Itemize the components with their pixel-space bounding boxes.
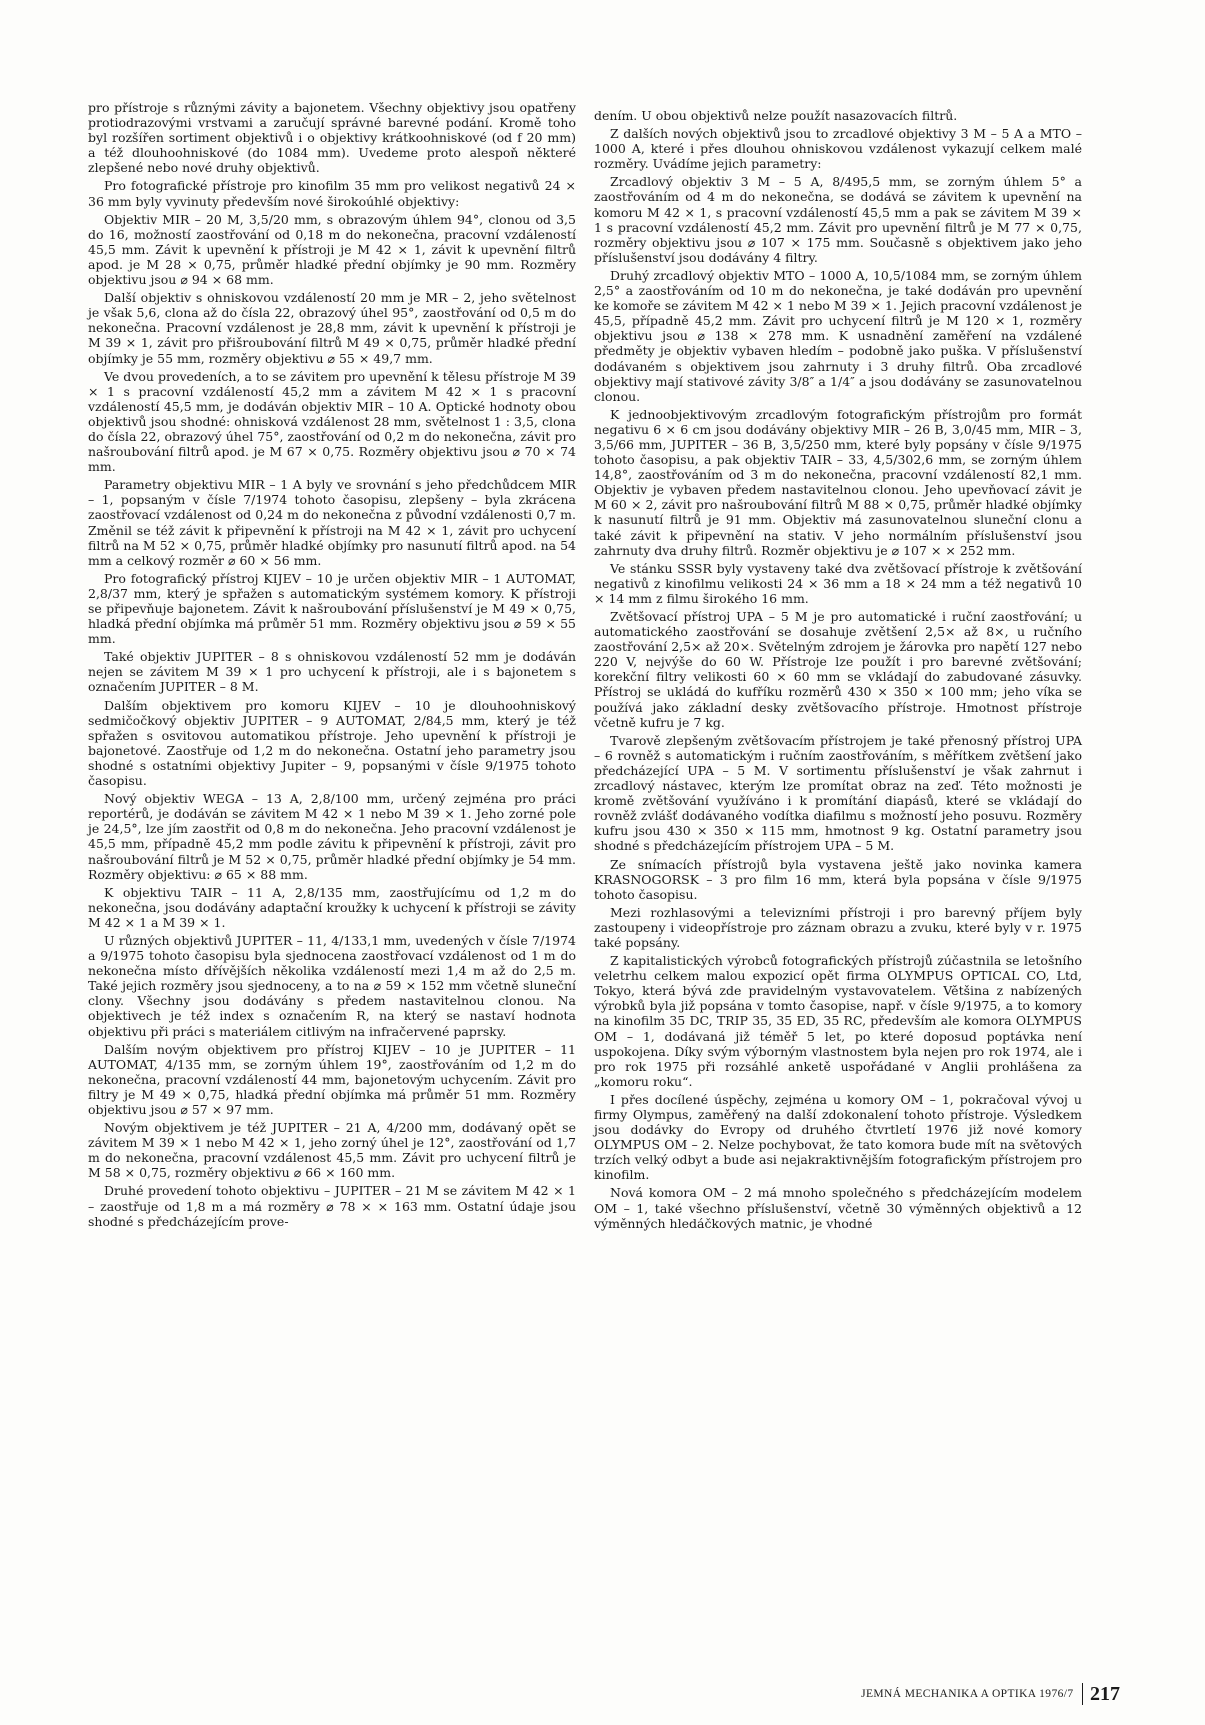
- paragraph: Druhé provedení tohoto objektivu – JUPITER – 21 M se závitem M 42 × 1 – zaostřuje od 1,8 m a má rozměry ⌀ 78 × × 163 mm. Ostatní údaje jsou shodné s předcházejícím prove-: [88, 1183, 576, 1229]
- paragraph: Zrcadlový objektiv 3 M – 5 A, 8/495,5 mm, se zorným úhlem 5° a zaostřováním od 4 m do nekonečna, se dodává se závitem k upevnění na komoru M 42 × 1, s pracovní vzdáleností 45,5 mm a pak se závitem M 39 × 1 s pracovní vzdáleností 45,2 mm. Závit pro upevnění filtrů je M 77 × 0,75, rozměry objektivu jsou ⌀ 107 × 175 mm. Současně s objektivem jako jeho příslušenství jsou dodávány 4 filtry.: [594, 174, 1082, 265]
- page-number: 217: [1090, 1682, 1120, 1705]
- paragraph: Ze snímacích přístrojů byla vystavena ještě jako novinka kamera KRASNOGORSK – 3 pro film 16 mm, která byla popsána v čísle 9/1975 tohoto časopisu.: [594, 856, 1082, 902]
- paragraph: pro přístroje s různými závity a bajonetem. Všechny objektivy jsou opatřeny protiodrazovými vrstvami a zaručují správné barevné podání. Kromě toho byl rozšířen sortiment objektivů i o objektivy krátkoohniskové (od f 20 mm) a též dlouhoohniskové (do 1084 mm). Uvedeme proto alespoň některé zlepšené nebo nové druhy objektivů.: [88, 100, 576, 176]
- right-column: [594, 108, 1082, 1234]
- paragraph: Nová komora OM – 2 má mnoho společného s předcházejícím modelem OM – 1, také všechno příslušenství, včetně 30 výměnných objektivů a 12 výměnných hledáčkových matnic, je vhodné: [594, 1185, 1082, 1231]
- paragraph: K objektivu TAIR – 11 A, 2,8/135 mm, zaostřujícímu od 1,2 m do nekonečna, jsou dodávány adaptační kroužky k uchycení k přístroji se závity M 42 × 1 a M 39 × 1.: [88, 884, 576, 930]
- paragraph: Mezi rozhlasovými a televizními přístroji i pro barevný příjem byly zastoupeny i videopřístroje pro záznam obrazu a zvuku, které byly v r. 1975 také popsány.: [594, 904, 1082, 950]
- paragraph: Také objektiv JUPITER – 8 s ohniskovou vzdáleností 52 mm je dodáván nejen se závitem M 39 × 1 pro uchycení k přístroji, ale i s bajonetem s označením JUPITER – 8 M.: [88, 649, 576, 695]
- paragraph: Parametry objektivu MIR – 1 A byly ve srovnání s jeho předchůdcem MIR – 1, popsaným v čísle 7/1974 tohoto časopisu, zlepšeny – byla zkrácena zaostřovací vzdálenost od 0,24 m do nekonečna z původní vzdálenosti 0,7 m. Změnil se též závit k připevnění k přístroji na M 42 × 1, závit pro uchycení filtrů na M 52 × 0,75, průměr hladké objímky pro nasunutí filtrů apod. na 54 mm a celkový rozměr ⌀ 60 × 56 mm.: [88, 477, 576, 568]
- left-column: [88, 100, 576, 1232]
- paragraph: Pro fotografický přístroj KIJEV – 10 je určen objektiv MIR – 1 AUTOMAT, 2,8/37 mm, který je spřažen s automatickým systémem komory. K přístroji se připevňuje bajonetem. Závit k našroubování příslušenství je M 49 × 0,75, hladká přední objímka má průměr 51 mm. Rozměry objektivu jsou ⌀ 59 × 55 mm.: [88, 570, 576, 647]
- paragraph: Novým objektivem je též JUPITER – 21 A, 4/200 mm, dodávaný opět se závitem M 39 × 1 nebo M 42 × 1, jeho zorný úhel je 12°, zaostřování od 1,7 m do nekonečna, pracovní vzdálenost 45,5 mm. Závit pro uchycení filtrů je M 58 × 0,75, rozměry objektivu ⌀ 66 × 160 mm.: [88, 1120, 576, 1181]
- paragraph: Druhý zrcadlový objektiv MTO – 1000 A, 10,5/1084 mm, se zorným úhlem 2,5° a zaostřováním od 10 m do nekonečna, je také dodáván pro upevnění ke komoře se závitem M 42 × 1 nebo M 39 × 1. Jejich pracovní vzdálenost je 45,5, případně 45,2 mm. Závit pro uchycení filtrů je M 120 × 1, rozměry objektivu jsou ⌀ 138 × 278 mm. K usnadnění zaměření na vzdálené předměty je objektiv vybaven hledím – podobně jako puška. V příslušenství dodávaném s objektivem jsou zahrnuty i 3 druhy filtrů. Oba zrcadlové objektivy mají stativové závity 3/8″ a 1/4″ a jsou dodávány se zasunovatelnou clonou.: [594, 267, 1082, 404]
- paragraph: Další objektiv s ohniskovou vzdáleností 20 mm je MR – 2, jeho světelnost je však 5,6, clona až do čísla 22, obrazový úhel 95°, zaostřování od 0,5 m do nekonečna. Pracovní vzdálenost je 28,8 mm, závit k upevnění k přístroji je M 39 × 1, závit pro přišroubování filtrů M 49 × 0,75, průměr hladké přední objímky je 55 mm, rozměry objektivu ⌀ 55 × 49,7 mm.: [88, 290, 576, 366]
- paragraph: dením. U obou objektivů nelze použít nasazovacích filtrů.: [594, 108, 958, 123]
- paragraph: Objektiv MIR – 20 M, 3,5/20 mm, s obrazovým úhlem 94°, clonou od 3,5 do 16, možností zaostřování od 0,18 m do nekonečna, pracovní vzdáleností 45,5 mm. Závit k upevnění k přístroji je M 42 × 1, závit k upevnění filtrů apod. je M 28 × 0,75, průměr hladké přední objímky je 90 mm. Rozměry objektivu jsou ⌀ 94 × 68 mm.: [88, 211, 576, 288]
- paragraph: U různých objektivů JUPITER – 11, 4/133,1 mm, uvedených v čísle 7/1974 a 9/1975 tohoto časopisu byla sjednocena zaostřovací vzdálenost od 1 m do nekonečna místo dřívějších několika vzdáleností mezi 1,4 m až do 2,5 m. Také jejich rozměry jsou sjednoceny, a to na ⌀ 59 × 152 mm včetně sluneční clony. Všechny jsou dodávány s předem nastavitelnou clonou. Na objektivech je též index s označením R, na který se nastaví hodnota objektivu při práci s materiálem citlivým na infračervené paprsky.: [88, 932, 576, 1039]
- journal-title: JEMNÁ MECHANIKA A OPTIKA 1976/7: [861, 1688, 1074, 1700]
- paragraph: Z dalších nových objektivů jsou to zrcadlové objektivy 3 M – 5 A a MTO – 1000 A, které i přes dlouhou ohniskovou vzdálenost vykazují celkem malé rozměry. Uvádíme jejich parametry:: [594, 126, 1082, 172]
- paragraph: Z kapitalistických výrobců fotografických přístrojů zúčastnila se letošního veletrhu celkem malou expozicí opět firma OLYMPUS OPTICAL CO, Ltd, Tokyo, která bývá zde pravidelným vystavovatelem. Většina z nabízených výrobků byla již popsána v tomto časopise, např. v čísle 9/1975, a to komory na kinofilm 35 DC, TRIP 35, 35 ED, 35 RC, především ale komora OLYMPUS OM – 1, dodávaná již téměř 5 let, po které doposud poptávka není uspokojena. Díky svým výborným vlastnostem byla nejen pro rok 1974, ale i pro rok 1975 při rozsáhlé anketě uspořádané v Anglii prohlášena za „komoru roku“.: [594, 953, 1082, 1089]
- paragraph: Ve dvou provedeních, a to se závitem pro upevnění k tělesu přístroje M 39 × 1 s pracovní vzdáleností 45,2 mm a závitem M 42 × 1 s pracovní vzdáleností 45,5 mm, je dodáván objektiv MIR – 10 A. Optické hodnoty obou objektivů jsou shodné: ohnisková vzdálenost 28 mm, světelnost 1 : 3,5, clona do čísla 22, obrazový úhel 75°, zaostřování od 0,2 m do nekonečna, závit pro našroubování filtrů apod. je M 67 × 0,75. Rozměry objektivu jsou ⌀ 70 × 74 mm.: [88, 368, 576, 475]
- paragraph: Nový objektiv WEGA – 13 A, 2,8/100 mm, určený zejména pro práci reportérů, je dodáván se závitem M 42 × 1 nebo M 39 × 1. Jeho zorné pole je 24,5°, lze jím zaostřit od 0,8 m do nekonečna. Jeho pracovní vzdálenost je 45,5 mm, případně 45,2 mm podle závitu k připevnění k přístroji, závit pro našroubování filtrů je M 52 × 0,75, průměr hladké přední objímky je 54 mm. Rozměry objektivu: ⌀ 65 × 88 mm.: [88, 791, 576, 882]
- paragraph: Ve stánku SSSR byly vystaveny také dva zvětšovací přístroje k zvětšování negativů z kinofilmu velikosti 24 × 36 mm a 18 × 24 mm a též negativů 10 × 14 mm z filmu širokého 16 mm.: [594, 560, 1082, 606]
- paragraph: K jednoobjektivovým zrcadlovým fotografickým přístrojům pro formát negativu 6 × 6 cm jsou dodávány objektivy MIR – 26 B, 3,0/45 mm, MIR – 3, 3,5/66 mm, JUPITER – 36 B, 3,5/250 mm, které byly popsány v čísle 9/1975 tohoto časopisu, a pak objektiv TAIR – 33, 4,5/302,6 mm, se zorným úhlem 14,8°, zaostřováním od 3 m do nekonečna, pracovní vzdáleností 82,1 mm. Objektiv je vybaven předem nastavitelnou clonou. Jeho upevňovací závit je M 60 × 2, závit pro našroubování filtrů M 88 × 0,75, průměr hladké objímky k nasunutí filtrů je 91 mm. Objektiv má zasunovatelnou sluneční clonu a také závit k připevnění na stativ. V jeho normálním příslušenství jsou zahrnuty dva druhy filtrů. Rozměr objektivu je ⌀ 107 × × 252 mm.: [594, 406, 1082, 558]
- paragraph: Pro fotografické přístroje pro kinofilm 35 mm pro velikost negativů 24 × 36 mm byly vyvinuty především nové širokoúhlé objektivy:: [88, 178, 576, 209]
- page-footer: [760, 1682, 1120, 1706]
- footer-divider: [1082, 1683, 1084, 1705]
- paragraph: I přes docílené úspěchy, zejména u komory OM – 1, pokračoval vývoj u firmy Olympus, zaměřený na další zdokonalení tohoto přístroje. Výsledkem jsou dodávky do Evropy od druhého čtvrtletí 1976 již nové komory OLYMPUS OM – 2. Nelze pochybovat, že tato komora bude mít na světových trzích velký odbyt a bude asi nejakraktivnějším fotografickým přístrojem pro kinofilm.: [594, 1091, 1082, 1183]
- paragraph: Dalším objektivem pro komoru KIJEV – 10 je dlouhoohniskový sedmičočkový objektiv JUPITER – 9 AUTOMAT, 2/84,5 mm, který je též spřažen s osvitovou automatikou přístroje. Jeho upevnění k přístroji je bajonetové. Zaostřuje od 1,2 m do nekonečna. Ostatní jeho parametry jsou shodné s ostatními objektivy Jupiter – 9, popsanými v čísle 9/1975 tohoto časopisu.: [88, 697, 576, 789]
- paragraph: Dalším novým objektivem pro přístroj KIJEV – 10 je JUPITER – 11 AUTOMAT, 4/135 mm, se zorným úhlem 19°, zaostřováním od 1,2 m do nekonečna, pracovní vzdáleností 44 mm, bajonetovým uchycením. Závit pro filtry je M 49 × 0,75, hladká přední objímka má průměr 51 mm. Rozměry objektivu jsou ⌀ 57 × 97 mm.: [88, 1041, 576, 1117]
- paragraph: Zvětšovací přístroj UPA – 5 M je pro automatické i ruční zaostřování; u automatického zaostřování se dosahuje zvětšení 2,5× až 8×, u ručního zaostřování 2,5× až 20×. Světelným zdrojem je žárovka pro napětí 127 nebo 220 V, nejvýše do 60 W. Přístroje lze použít i pro barevné zvětšování; korekční filtry velikosti 60 × 60 mm se vkládají do zabudované zásuvky. Přístroj se ukládá do kufříku rozměrů 430 × 350 × 100 mm; jeho víka se používá jako základní desky zvětšovacího přístroje. Hmotnost přístroje včetně kufru je 7 kg.: [594, 609, 1082, 730]
- paragraph: Tvarově zlepšeným zvětšovacím přístrojem je také přenosný přístroj UPA – 6 rovněž s automatickým i ručním zaostřováním, s měřítkem zvětšení jako předcházející UPA – 5 M. V sortimentu příslušenství je však zahrnut i zrcadlový nástavec, kterým lze promítat obraz na zeď. Této možnosti je kromě zvětšování využíváno i k promítání diapásů, které se vkládají do rovněž zvlášť dodávaného vodítka diafilmu s možností jeho posuvu. Rozměry kufru jsou 430 × 350 × 115 mm, hmotnost 9 kg. Ostatní parametry jsou shodné s předcházejícím přístrojem UPA – 5 M.: [594, 732, 1082, 854]
